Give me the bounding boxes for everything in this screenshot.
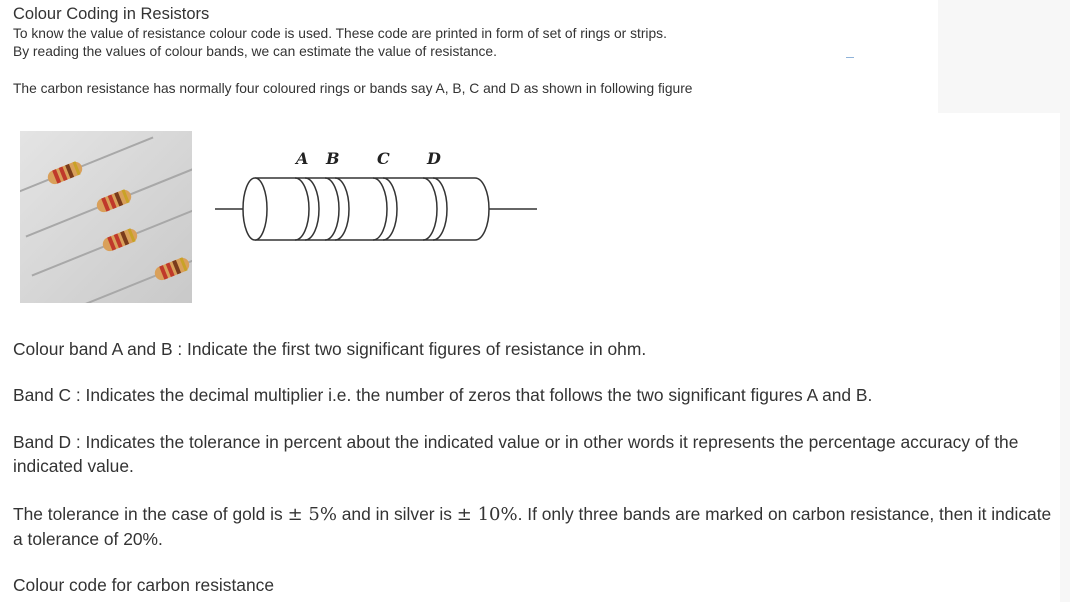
paragraph-band-ab: Colour band A and B : Indicate the first two significant figures of resistance in ohm. <box>13 339 647 359</box>
intro-line-2: By reading the values of colour bands, we can estimate the value of resistance. <box>13 44 497 59</box>
band-label-a: A <box>296 149 309 168</box>
intro-line-3: The carbon resistance has normally four coloured rings or bands say A, B, C and D as shown in following figure <box>13 81 693 96</box>
page-title: Colour Coding in Resistors <box>13 5 210 23</box>
paragraph-band-c: Band C : Indicates the decimal multiplier i.e. the number of zeros that follows the two significant figures A and B. <box>13 385 873 405</box>
tolerance-text-1: The tolerance in the case of gold is <box>13 504 288 524</box>
band-label-c: C <box>377 149 390 168</box>
tolerance-text-2: and in silver is <box>336 504 457 524</box>
band-label-b: B <box>326 149 340 168</box>
resistor-band-diagram <box>205 140 545 250</box>
resistors-photo <box>20 131 192 303</box>
paragraph-band-d: Band D : Indicates the tolerance in percent about the indicated value or in other words it represents the percentage accuracy of the indicated value. <box>13 432 1019 476</box>
band-label-d: D <box>427 149 441 168</box>
background-panel <box>938 0 1070 113</box>
tolerance-text-3: . If only three bands are marked on carbon resistance, then it indicate a tolerance of 20%. <box>13 504 1052 549</box>
colour-code-heading: Colour code for carbon resistance <box>13 575 274 595</box>
gold-tolerance-value: ± 5% <box>287 504 337 525</box>
intro-line-1: To know the value of resistance colour code is used. These code are printed in form of set of rings or strips. <box>13 26 667 41</box>
silver-tolerance-value: ± 10% <box>456 504 518 525</box>
paragraph-tolerance <box>13 502 1063 551</box>
decorative-dash <box>846 57 854 58</box>
